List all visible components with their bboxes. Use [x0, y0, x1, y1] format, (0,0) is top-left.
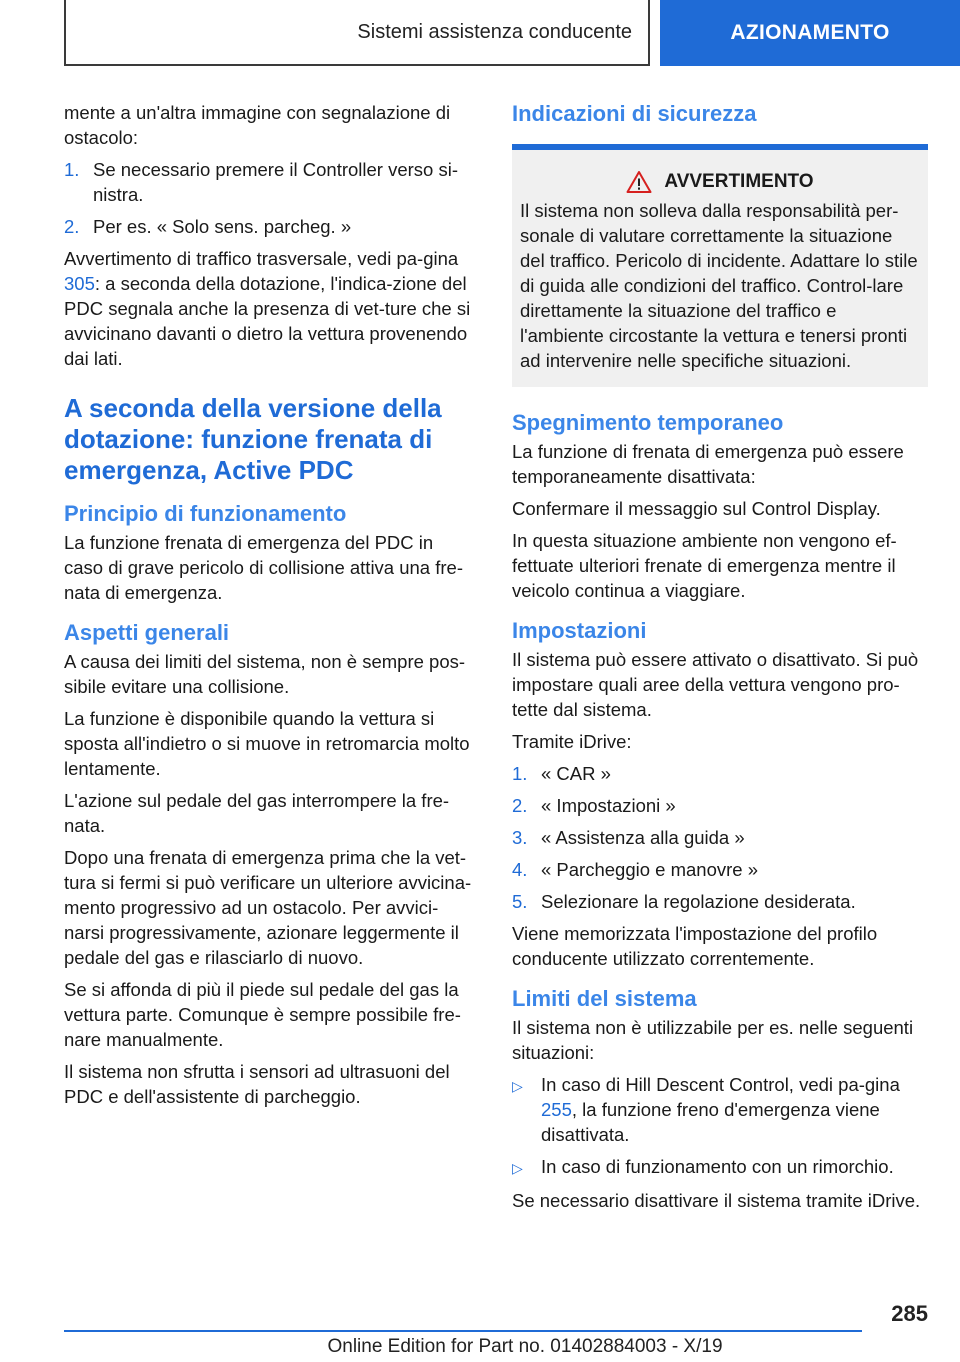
numbered-list [64, 157, 476, 239]
paragraph: Se necessario disattivare il sistema tramite iDrive. [512, 1190, 921, 1211]
list-item [512, 1154, 928, 1181]
paragraph: L'azione sul pedale del gas interrompere la fre‐nata. [64, 790, 450, 836]
step-number: 5. [512, 891, 528, 912]
list-item [64, 214, 476, 239]
paragraph: Il sistema non è utilizzabile per es. nelle seguenti situazioni: [512, 1017, 914, 1063]
text: : a seconda della dotazione, l'indica‐zione del PDC segnala anche la presenza di vet‐ture che si avvicinano davanti o dietro la vettura provenendo dai lati. [64, 273, 471, 369]
list-item [512, 761, 928, 786]
edition-note: Online Edition for Part no. 01402884003 - X/19 [327, 1336, 723, 1357]
triangle-bullet-icon: ▷ [512, 1160, 523, 1176]
subheading-limits: Limiti del sistema [512, 986, 697, 1011]
list-item [512, 793, 928, 818]
list-item [512, 889, 928, 914]
paragraph: Il sistema non sfrutta i sensori ad ultrasuoni del PDC e dell'assistente di parcheggio. [64, 1061, 450, 1107]
subheading-temporary-off: Spegnimento temporaneo [512, 410, 784, 435]
bullet-list [512, 1072, 928, 1181]
numbered-list [512, 761, 928, 914]
paragraph: La funzione di frenata di emergenza può essere temporaneamente disattivata: [512, 441, 904, 487]
subheading-principle: Principio di funzionamento [64, 501, 347, 526]
list-item [512, 825, 928, 850]
step-number: 1. [512, 763, 528, 784]
left-column [64, 100, 476, 1116]
paragraph: Se si affonda di più il piede sul pedale del gas la vettura parte. Comunque è sempre possibile fre‐nare manualmente. [64, 979, 461, 1050]
paragraph: Il sistema può essere attivato o disattivato. Si può impostare quali aree della vettura vengono pro‐tette dal sistema. [512, 649, 919, 720]
step-text: « Impostazioni » [541, 795, 676, 816]
step-number: 2. [512, 795, 528, 816]
text: Avvertimento di traffico trasversale, vedi pa‐gina [64, 248, 459, 269]
page-header [0, 0, 960, 68]
paragraph: Confermare il messaggio sul Control Display. [512, 498, 881, 519]
paragraph: Tramite iDrive: [512, 731, 632, 752]
warning-triangle-icon [626, 170, 652, 194]
paragraph: La funzione frenata di emergenza del PDC in caso di grave pericolo di collisione attiva una fre‐nata di emergenza. [64, 532, 463, 603]
paragraph: La funzione è disponibile quando la vettura si sposta all'indietro o si muove in retromarcia molto lentamente. [64, 708, 470, 779]
warning-text: Il sistema non solleva dalla responsabilità per‐sonale di valutare correttamente la situazione del traffico. Pericolo di incidente. Adattare lo stile di guida alle condizioni del traffico. Control‐lare direttamente la situazione del traffico e l'ambiente circostante la vettura e tenersi pronti ad intervenire nelle specifiche situazioni. [520, 200, 918, 371]
step-text: « CAR » [541, 763, 611, 784]
subheading-general: Aspetti generali [64, 620, 230, 645]
paragraph: mente a un'altra immagine con segnalazione di ostacolo: [64, 102, 451, 148]
section-title: Sistemi assistenza conducente [64, 0, 650, 66]
page-number: 285 [891, 1301, 928, 1326]
list-item [64, 157, 476, 207]
section-heading: A seconda della versione della dotazione: funzione frenata di emergenza, Active PDC [64, 393, 442, 485]
step-number: 2. [64, 216, 80, 237]
paragraph: In questa situazione ambiente non vengono ef‐fettuate ulteriori frenate di emergenza mentre il veicolo continua a viaggiare. [512, 530, 897, 601]
step-number: 3. [512, 827, 528, 848]
step-text: « Parcheggio e manovre » [541, 859, 758, 880]
paragraph: Dopo una frenata di emergenza prima che la vet‐tura si fermi si può verificare un ulteriore avvicina‐mento progressivo ad un ostacolo. Per avvici‐narsi progressivamente, azionare leggermente il pedale del gas e rilasciarlo di nuovo. [64, 847, 472, 968]
step-number: 1. [64, 159, 80, 180]
paragraph: A causa dei limiti del sistema, non è sempre pos‐sibile evitare una collisione. [64, 651, 466, 697]
step-text: Selezionare la regolazione desiderata. [541, 891, 856, 912]
bullet-text [541, 1072, 928, 1147]
triangle-bullet-icon: ▷ [512, 1078, 523, 1094]
step-text: « Assistenza alla guida » [541, 827, 745, 848]
warning-header [520, 170, 920, 194]
right-column [512, 100, 928, 1220]
text: In caso di Hill Descent Control, vedi pa‐gina [541, 1074, 900, 1095]
footer-divider [64, 1330, 862, 1332]
subheading-settings: Impostazioni [512, 618, 647, 643]
list-item [512, 857, 928, 882]
warning-title: AVVERTIMENTO [664, 171, 814, 192]
page-link[interactable]: 255 [541, 1099, 572, 1120]
paragraph: Viene memorizzata l'impostazione del profilo conducente utilizzato correntemente. [512, 923, 878, 969]
paragraph [64, 246, 476, 371]
page-link[interactable]: 305 [64, 273, 95, 294]
text: , la funzione freno d'emergenza viene disattivata. [541, 1099, 880, 1145]
chapter-tab: AZIONAMENTO [660, 0, 960, 66]
step-text: Per es. « Solo sens. parcheg. » [93, 216, 352, 237]
bullet-text: In caso di funzionamento con un rimorchio. [541, 1156, 894, 1177]
warning-box [512, 144, 928, 387]
list-item [512, 1072, 928, 1147]
subheading-safety: Indicazioni di sicurezza [512, 101, 757, 126]
step-number: 4. [512, 859, 528, 880]
step-text: Se necessario premere il Controller verso si‐nistra. [93, 159, 458, 205]
